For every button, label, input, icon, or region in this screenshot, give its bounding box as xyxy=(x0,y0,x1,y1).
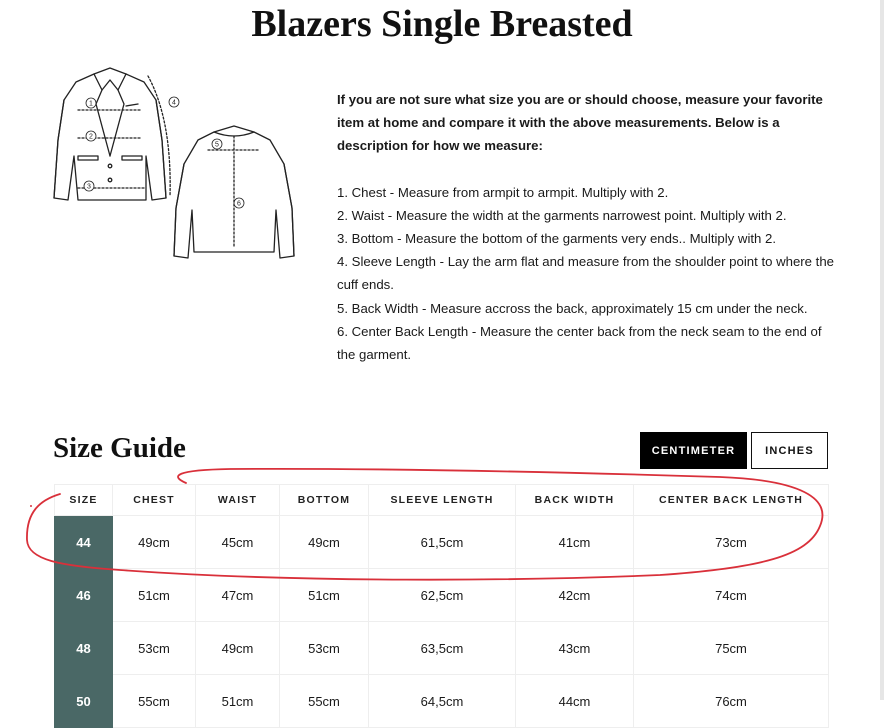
size-cell: 50 xyxy=(55,675,113,728)
chest-cell: 49cm xyxy=(113,516,196,569)
table-row xyxy=(55,569,829,622)
bottom-cell: 53cm xyxy=(280,622,369,675)
header-sleeve-length: SLEEVE LENGTH xyxy=(369,485,516,516)
waist-cell: 47cm xyxy=(196,569,280,622)
sleeve-length-cell: 62,5cm xyxy=(369,569,516,622)
header-bottom: BOTTOM xyxy=(280,485,369,516)
page-title: Blazers Single Breasted xyxy=(251,3,633,45)
scrollbar-track[interactable] xyxy=(880,0,884,700)
back-width-cell: 42cm xyxy=(516,569,634,622)
back-width-cell: 44cm xyxy=(516,675,634,728)
header-center-back-length: CENTER BACK LENGTH xyxy=(634,485,829,516)
blazer-back-drawing xyxy=(174,126,294,258)
back-label-5: 5 xyxy=(215,141,219,149)
bottom-cell: 49cm xyxy=(280,516,369,569)
front-label-3: 3 xyxy=(87,183,91,191)
center-back-length-cell: 75cm xyxy=(634,622,829,675)
description-item-center-back-length: 6. Center Back Length - Measure the center back from the neck seam to the end of the garment. xyxy=(337,323,822,363)
table-header-row xyxy=(55,485,829,516)
bottom-cell: 51cm xyxy=(280,569,369,622)
header-size: SIZE xyxy=(55,485,113,516)
description-item-sleeve-length: 4. Sleeve Length - Lay the arm flat and measure from the shoulder point to where the cuff ends. xyxy=(337,254,835,293)
bottom-cell: 55cm xyxy=(280,675,369,728)
inches-button[interactable]: INCHES xyxy=(751,432,828,469)
back-label-6: 6 xyxy=(237,200,241,208)
center-back-length-cell: 76cm xyxy=(634,675,829,728)
measurement-description xyxy=(337,88,837,366)
blazer-measurement-illustration xyxy=(48,60,304,266)
front-label-4: 4 xyxy=(172,99,176,107)
size-guide-title: Size Guide xyxy=(53,432,186,464)
back-width-cell: 41cm xyxy=(516,516,634,569)
table-row xyxy=(55,516,829,569)
description-item-chest: 1. Chest - Measure from armpit to armpit. Multiply with 2. xyxy=(337,184,669,200)
front-label-1: 1 xyxy=(89,100,93,108)
description-item-back-width: 5. Back Width - Measure accross the back, approximately 15 cm under the neck. xyxy=(337,300,808,316)
header-chest: CHEST xyxy=(113,485,196,516)
description-item-bottom: 3. Bottom - Measure the bottom of the garments very ends.. Multiply with 2. xyxy=(337,231,777,247)
description-intro: If you are not sure what size you are or should choose, measure your favorite item at home and compare it with the above measurements. Below is a description for how we measure: xyxy=(337,92,823,154)
front-label-2: 2 xyxy=(89,133,93,141)
waist-cell: 49cm xyxy=(196,622,280,675)
center-back-length-cell: 73cm xyxy=(634,516,829,569)
sleeve-length-cell: 63,5cm xyxy=(369,622,516,675)
highlight-dot xyxy=(30,505,32,507)
chest-cell: 53cm xyxy=(113,622,196,675)
center-back-length-cell: 74cm xyxy=(634,569,829,622)
header-back-width: BACK WIDTH xyxy=(516,485,634,516)
sleeve-length-cell: 61,5cm xyxy=(369,516,516,569)
centimeter-button[interactable]: CENTIMETER xyxy=(640,432,747,469)
table-row xyxy=(55,675,829,728)
size-cell: 48 xyxy=(55,622,113,675)
size-cell: 44 xyxy=(55,516,113,569)
description-item-waist: 2. Waist - Measure the width at the garments narrowest point. Multiply with 2. xyxy=(337,207,787,223)
table-row xyxy=(55,622,829,675)
chest-cell: 55cm xyxy=(113,675,196,728)
waist-cell: 51cm xyxy=(196,675,280,728)
back-width-cell: 43cm xyxy=(516,622,634,675)
sleeve-length-cell: 64,5cm xyxy=(369,675,516,728)
chest-cell: 51cm xyxy=(113,569,196,622)
blazer-front-drawing xyxy=(54,68,170,200)
size-cell: 46 xyxy=(55,569,113,622)
size-table xyxy=(54,484,829,728)
waist-cell: 45cm xyxy=(196,516,280,569)
header-waist: WAIST xyxy=(196,485,280,516)
